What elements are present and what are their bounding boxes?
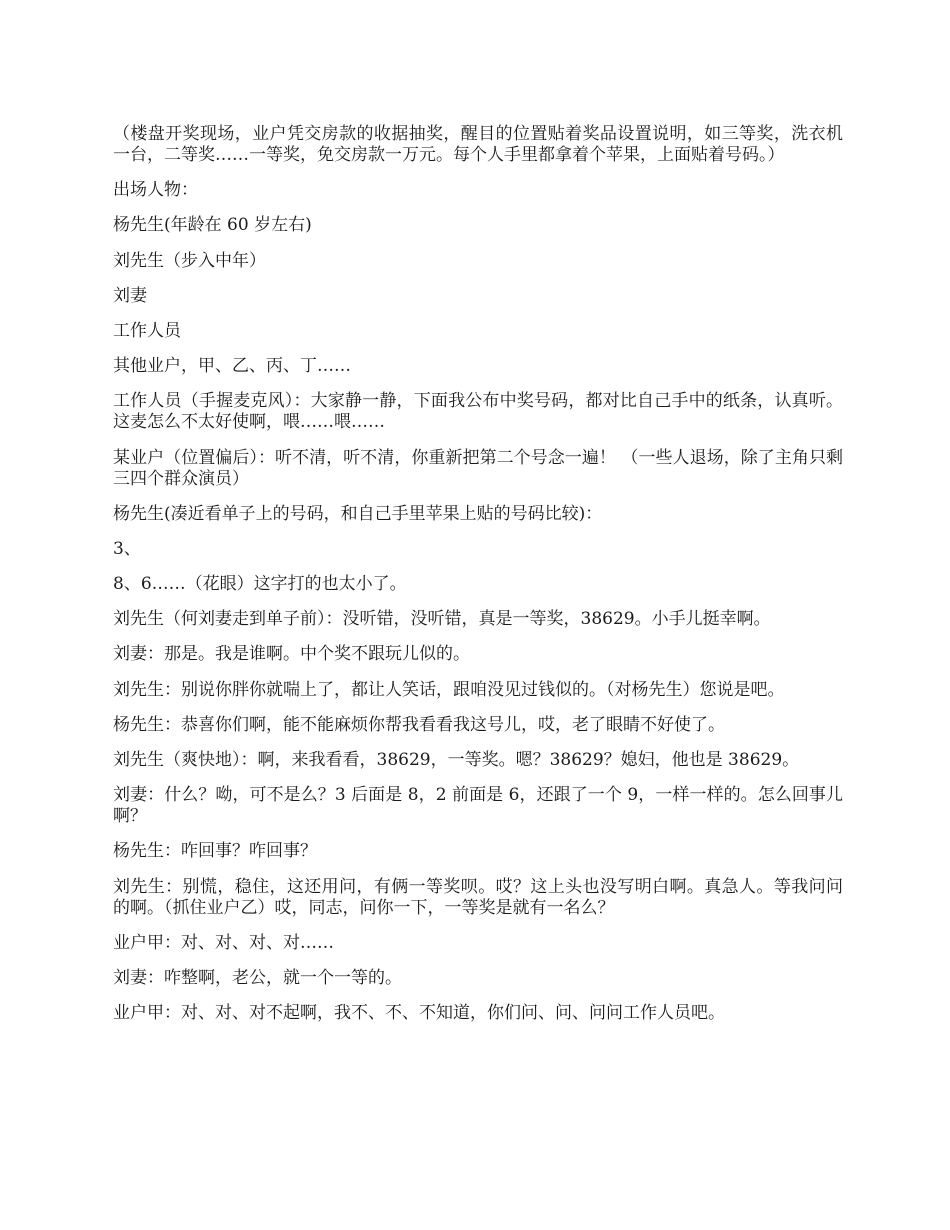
paragraph-dialogue: 杨先生：恭喜你们啊，能不能麻烦你帮我看看我这号儿，哎，老了眼睛不好使了。: [113, 714, 725, 735]
paragraph-dialogue: 刘先生（爽快地）：啊，来我看看，38629，一等奖。嗯？38629？媳妇，他也是 38629。: [113, 750, 800, 770]
paragraph-dialogue: 刘妻：咋整啊，老公，就一个一等的。: [113, 967, 402, 988]
paragraph-dialogue: 刘妻：什么？呦，可不是么？3 后面是 8，2 前面是 6，还跟了一个 9，一样一样的。怎么回事儿啊？: [113, 785, 843, 827]
paragraph-scene-description: （楼盘开奖现场，业户凭交房款的收据抽奖，醒目的位置贴着奖品设置说明，如三等奖，洗衣机一台，二等奖……一等奖，免交房款一万元。每个人手里都拿着个苹果，上面贴着号码。）: [113, 124, 843, 165]
paragraph-dialogue: 3、: [113, 538, 141, 559]
paragraph-cast-heading: 出场人物：: [113, 180, 198, 201]
paragraph-dialogue: 8、6……（花眼）这字打的也太小了。: [113, 574, 407, 595]
paragraph-cast-yang: 杨先生(年龄在 60 岁左右): [113, 215, 312, 236]
paragraph-dialogue: 业户甲：对、对、对不起啊，我不、不、不知道，你们问、问、问问工作人员吧。: [113, 1003, 725, 1024]
paragraph-dialogue: 刘妻：那是。我是谁啊。中个奖不跟玩儿似的。: [113, 644, 470, 665]
paragraph-dialogue: 杨先生(凑近看单子上的号码，和自己手里苹果上贴的号码比较)：: [113, 503, 603, 524]
script-document: [113, 124, 843, 1024]
paragraph-dialogue: 刘先生：别慌，稳住，这还用问，有俩一等奖呗。哎？这上头也没写明白啊。真急人。等我问问的啊。（抓住业户乙）哎，同志，问你一下，一等奖是就有一名么？: [113, 876, 843, 918]
paragraph-cast-others: 其他业户，甲、乙、丙、丁……: [113, 356, 351, 377]
paragraph-cast-staff: 工作人员: [113, 320, 181, 341]
paragraph-dialogue: 业户甲：对、对、对、对……: [113, 932, 334, 953]
paragraph-dialogue: 工作人员（手握麦克风）：大家静一静，下面我公布中奖号码，都对比自己手中的纸条，认真听。这麦怎么不太好使啊，喂……喂……: [113, 391, 843, 433]
paragraph-dialogue: 刘先生：别说你胖你就喘上了，都让人笑话，跟咱没见过钱似的。（对杨先生）您说是吧。: [113, 679, 785, 700]
paragraph-dialogue: 刘先生（何刘妻走到单子前）：没听错，没听错，真是一等奖，38629。小手儿挺幸啊。: [113, 609, 771, 630]
paragraph-cast-liu-wife: 刘妻: [113, 285, 147, 306]
paragraph-dialogue: 某业户（位置偏后）：听不清，听不清，你重新把第二个号念一遍！ （一些人退场，除了主角只剩三四个群众演员）: [113, 447, 843, 489]
paragraph-dialogue: 杨先生：咋回事？咋回事？: [113, 841, 317, 862]
paragraph-cast-liu: 刘先生（步入中年）: [113, 250, 266, 271]
